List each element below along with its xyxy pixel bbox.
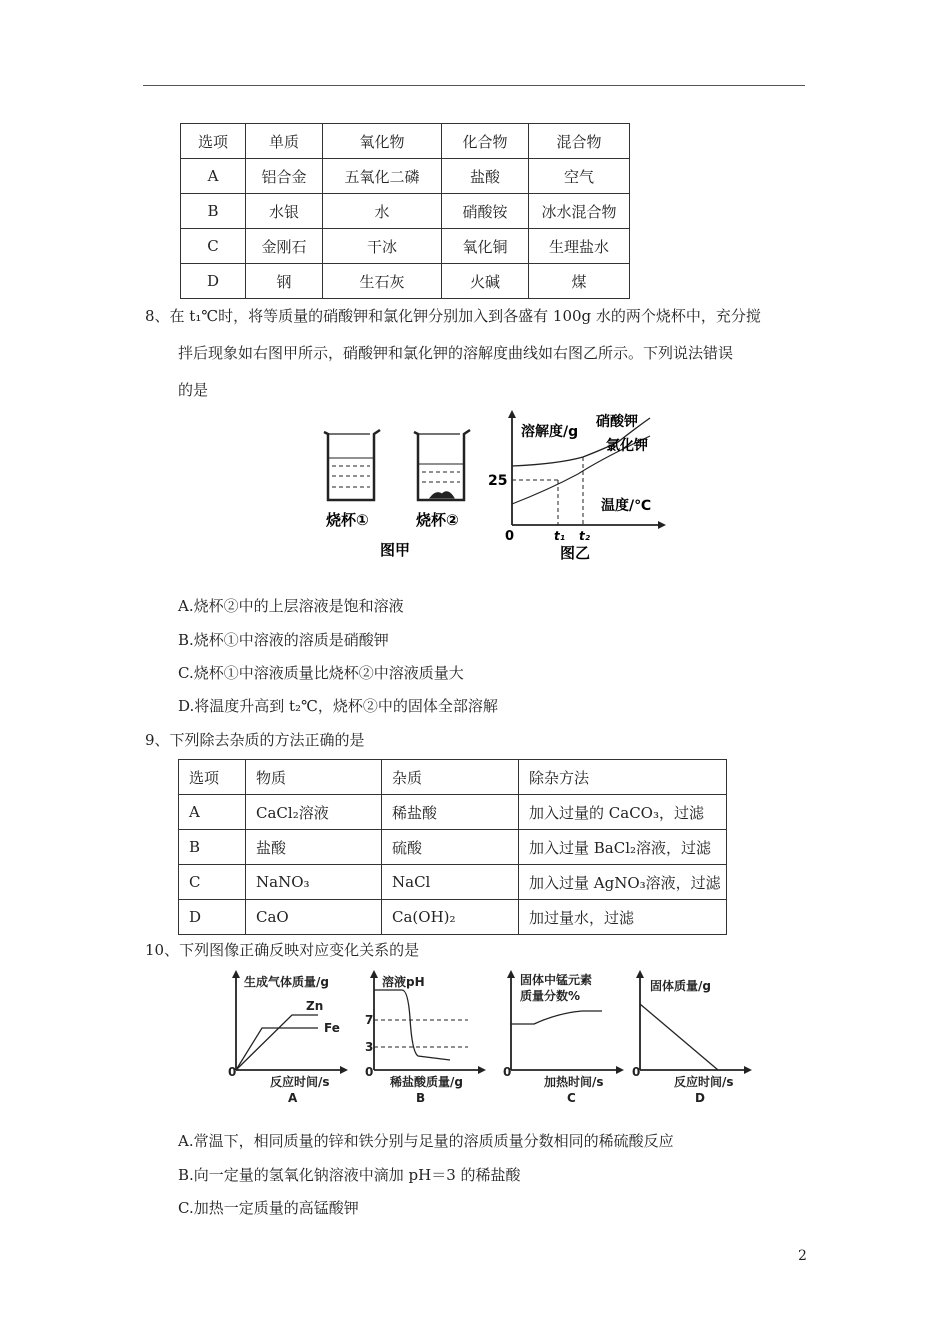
table-cell: 干冰 — [323, 229, 442, 264]
table-cell: NaNO₃ — [246, 865, 382, 900]
fig-b-caption: 图乙 — [560, 544, 591, 562]
table-header-cell: 杂质 — [382, 760, 519, 795]
table-row — [179, 900, 727, 935]
table-row — [181, 194, 630, 229]
table-row — [181, 159, 630, 194]
table-cell: 空气 — [529, 159, 630, 194]
origin-label: 0 — [505, 529, 515, 544]
q8-option-b: B.烧杯①中溶液的溶质是硝酸钾 — [178, 631, 389, 649]
graph-b-origin: 0 — [365, 1065, 374, 1079]
q8-option-a: A.烧杯②中的上层溶液是饱和溶液 — [178, 597, 404, 615]
graph-b-tick-3: 3 — [365, 1040, 374, 1054]
table-cell: 火碱 — [442, 264, 529, 299]
q10-option-a: A.常温下，相同质量的锌和铁分别与足量的溶质质量分数相同的稀硫酸反应 — [178, 1132, 674, 1150]
table-cell: 水 — [323, 194, 442, 229]
graph-d-line — [640, 1004, 718, 1070]
header-rule — [143, 85, 805, 86]
table-row — [179, 795, 727, 830]
table-cell: CaCl₂溶液 — [246, 795, 382, 830]
table-cell: 铝合金 — [246, 159, 323, 194]
table-cell: 五氧化二磷 — [323, 159, 442, 194]
table-header-cell: 除杂方法 — [519, 760, 727, 795]
table-header-row — [179, 760, 727, 795]
table-cell: D — [179, 900, 246, 935]
table-cell: 金刚石 — [246, 229, 323, 264]
table-cell: C — [181, 229, 246, 264]
graph-a-xlabel: 反应时间/s — [270, 1075, 330, 1089]
fig-a-caption: 图甲 — [380, 541, 411, 559]
table-header-cell: 选项 — [181, 124, 246, 159]
table-header-cell: 氧化物 — [323, 124, 442, 159]
q7-table — [180, 123, 630, 299]
q10-option-c: C.加热一定质量的高锰酸钾 — [178, 1199, 359, 1217]
graph-b-letter: B — [416, 1091, 426, 1105]
table-cell: 加过量水，过滤 — [519, 900, 727, 935]
q10-option-b: B.向一定量的氢氧化钠溶液中滴加 pH＝3 的稀盐酸 — [178, 1166, 521, 1184]
graph-d-ylabel: 固体质量/g — [650, 979, 711, 993]
table-row — [181, 229, 630, 264]
table-cell: A — [181, 159, 246, 194]
table-row — [179, 865, 727, 900]
table-header-cell: 单质 — [246, 124, 323, 159]
x-axis-label: 温度/℃ — [601, 498, 652, 514]
table-cell: 稀盐酸 — [382, 795, 519, 830]
graph-c-xlabel: 加热时间/s — [544, 1075, 604, 1089]
kcl-label: 氯化钾 — [606, 438, 648, 454]
graph-a-zn: Zn — [306, 999, 324, 1013]
t1-label: t₁ — [554, 529, 565, 543]
q10-graphs — [222, 968, 762, 1108]
table-cell: C — [179, 865, 246, 900]
q8-stem-line2: 拌后现象如右图甲所示，硝酸钾和氯化钾的溶解度曲线如右图乙所示。下列说法错误 — [178, 344, 734, 362]
beaker-1 — [324, 430, 380, 500]
table-cell: Ca(OH)₂ — [382, 900, 519, 935]
graph-b-xlabel: 稀盐酸质量/g — [390, 1075, 463, 1089]
table-cell: 钢 — [246, 264, 323, 299]
table-header-cell: 选项 — [179, 760, 246, 795]
table-cell: 水银 — [246, 194, 323, 229]
table-cell: 加入过量的 CaCO₃，过滤 — [519, 795, 727, 830]
beaker-2-label: 烧杯② — [416, 511, 459, 529]
table-header-cell: 混合物 — [529, 124, 630, 159]
table-cell: 盐酸 — [246, 830, 382, 865]
table-row — [179, 830, 727, 865]
graph-c-ylabel-2: 质量分数% — [520, 989, 581, 1003]
table-cell: B — [179, 830, 246, 865]
q9-table — [178, 759, 727, 935]
q8-stem-line1: 8、在 t₁℃时，将等质量的硝酸钾和氯化钾分别加入到各盛有 100g 水的两个烧杯中，充分搅 — [145, 307, 761, 325]
graph-b-lines — [374, 990, 468, 1060]
table-cell: CaO — [246, 900, 382, 935]
graph-a-lines — [236, 1015, 318, 1070]
graph-d-origin: 0 — [632, 1065, 641, 1079]
q8-option-d: D.将温度升高到 t₂℃，烧杯②中的固体全部溶解 — [178, 697, 498, 715]
table-cell: B — [181, 194, 246, 229]
table-cell: A — [179, 795, 246, 830]
table-cell: 加入过量 BaCl₂溶液，过滤 — [519, 830, 727, 865]
table-cell: 生石灰 — [323, 264, 442, 299]
table-header-cell: 物质 — [246, 760, 382, 795]
graph-a-ylabel: 生成气体质量/g — [244, 975, 329, 989]
q8-figure — [318, 410, 668, 568]
graph-b-tick-7: 7 — [365, 1013, 374, 1027]
table-cell: 冰水混合物 — [529, 194, 630, 229]
graph-a-origin: 0 — [228, 1065, 237, 1079]
table-cell: NaCl — [382, 865, 519, 900]
table-cell: 生理盐水 — [529, 229, 630, 264]
table-cell: 硫酸 — [382, 830, 519, 865]
graph-d-xlabel: 反应时间/s — [674, 1075, 734, 1089]
page-number: 2 — [798, 1248, 807, 1264]
table-cell: 煤 — [529, 264, 630, 299]
table-cell: D — [181, 264, 246, 299]
table-row — [181, 264, 630, 299]
q8-option-c: C.烧杯①中溶液质量比烧杯②中溶液质量大 — [178, 664, 464, 682]
beaker-2 — [414, 430, 470, 500]
beaker-1-label: 烧杯① — [326, 511, 369, 529]
table-header-row — [181, 124, 630, 159]
t2-label: t₂ — [579, 529, 590, 543]
graph-a-letter: A — [288, 1091, 298, 1105]
table-header-cell: 化合物 — [442, 124, 529, 159]
kno3-label: 硝酸钾 — [596, 414, 638, 430]
table-cell: 硝酸铵 — [442, 194, 529, 229]
table-cell: 盐酸 — [442, 159, 529, 194]
graph-c-origin: 0 — [503, 1065, 512, 1079]
graph-b-ylabel: 溶液pH — [382, 975, 425, 989]
q9-stem: 9、下列除去杂质的方法正确的是 — [145, 731, 365, 749]
graph-c-line — [511, 1011, 602, 1024]
table-cell: 氧化铜 — [442, 229, 529, 264]
graph-c-letter: C — [567, 1091, 576, 1105]
q10-stem: 10、下列图像正确反映对应变化关系的是 — [145, 941, 420, 959]
table-cell: 加入过量 AgNO₃溶液，过滤 — [519, 865, 727, 900]
y-tick-25: 25 — [488, 473, 508, 489]
graph-a-fe: Fe — [324, 1021, 340, 1035]
graph-c-ylabel-1: 固体中锰元素 — [520, 973, 593, 987]
q8-stem-line3: 的是 — [178, 381, 209, 399]
graph-d-letter: D — [695, 1091, 705, 1105]
y-axis-label: 溶解度/g — [521, 424, 579, 440]
